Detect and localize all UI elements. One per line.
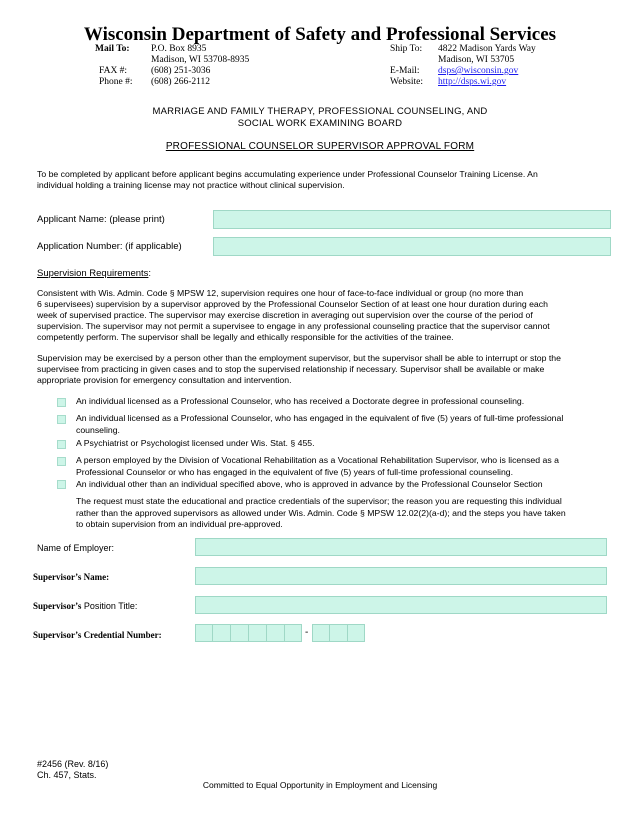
position-title-input[interactable]: [195, 596, 607, 614]
position-title-label: [33, 601, 137, 611]
credential-digit-cell[interactable]: [349, 625, 365, 642]
option-doctorate-text: [76, 396, 616, 408]
supervisor-name-input[interactable]: [195, 567, 607, 585]
phone-value: (608) 266-2112: [151, 77, 211, 87]
mail-to-line1: P.O. Box 8935: [151, 44, 207, 54]
application-number-input[interactable]: [213, 237, 611, 256]
para1-line: competently perform. The supervisor shall be legally and ethically responsible for the activities of the trainee.: [37, 332, 454, 342]
option-vocational-checkbox[interactable]: [57, 457, 66, 466]
email-label: E-Mail:: [390, 66, 420, 76]
email-link[interactable]: dsps@wisconsin.gov: [438, 66, 519, 76]
website-label: Website:: [390, 77, 424, 87]
applicant-name-input[interactable]: [213, 210, 611, 229]
credential-number-part2[interactable]: [312, 624, 365, 642]
credential-digit-cell[interactable]: [214, 625, 231, 642]
supervisor-name-label: Supervisor’s Name:: [33, 572, 110, 582]
para1-line: week of supervised practice. The supervisor may exercise discretion in averaging out supervision over the course of the period of: [37, 310, 533, 320]
para2-line: Supervision may be exercised by a person other than the employment supervisor, but the supervisor shall be able to interrupt or stop the: [37, 353, 561, 363]
credential-digit-cell[interactable]: [250, 625, 267, 642]
option-line: An individual other than an individual specified above, who is approved in advance by the Professional Counselor Section: [76, 479, 543, 489]
equal-opportunity-statement: Committed to Equal Opportunity in Employment and Licensing: [202, 780, 438, 790]
mail-to-line2: Madison, WI 53708-8935: [151, 55, 250, 65]
position-title-label-bold: Supervisor’s: [33, 601, 82, 611]
intro-line1: To be completed by applicant before applicant begins accumulating experience under Professional Counselor Training License. An: [37, 169, 538, 179]
option-five-years-text: [76, 413, 616, 436]
para1-line: supervision. The supervisor may not permit a supervisee to engage in any professional counseling practice that the supervisor cannot: [37, 321, 550, 331]
option-five-years-checkbox[interactable]: [57, 415, 66, 424]
option-line: counseling.: [76, 424, 120, 435]
para2-line: supervisee from practicing in given cases and to stop the supervised relationship if necessary. Supervisor shall be available or make: [37, 364, 545, 374]
agency-title: Wisconsin Department of Safety and Professional Services: [83, 24, 557, 45]
requirements-para2: [37, 353, 607, 386]
credential-digit-cell[interactable]: [196, 625, 213, 642]
request-note-line: The request must state the educational and practice credentials of the supervisor; the reason you are requesting this individual: [76, 496, 562, 506]
option-other-text: [76, 479, 616, 491]
option-line: A Psychiatrist or Psychologist licensed under Wis. Stat. § 455.: [76, 438, 315, 448]
option-line: A person employed by the Division of Vocational Rehabilitation as a Vocational Rehabilitation Supervisor, who is licensed as a: [76, 455, 559, 465]
option-line: Professional Counselor or who has engaged in the equivalent of five (5) years of full-time professional counseling.: [76, 466, 514, 477]
ship-to-line2: Madison, WI 53705: [438, 55, 515, 65]
credential-number-label: Supervisor’s Credential Number:: [33, 630, 162, 640]
form-number: #2456 (Rev. 8/16): [37, 759, 109, 769]
option-vocational-text: [76, 455, 616, 478]
phone-label: Phone #:: [99, 77, 133, 87]
fax-value: (608) 251-3036: [151, 66, 211, 76]
applicant-name-label: Applicant Name: (please print): [37, 214, 165, 225]
para2-line: appropriate provision for emergency consultation and intervention.: [37, 375, 292, 385]
para1-line: Consistent with Wis. Admin. Code § MPSW 12, supervision requires one hour of face-to-face individual or group (no more than: [37, 288, 524, 298]
option-doctorate-checkbox[interactable]: [57, 398, 66, 407]
ship-to-label: Ship To:: [390, 44, 423, 54]
credential-digit-cell[interactable]: [232, 625, 249, 642]
requirements-para1: [37, 288, 607, 343]
option-line: An individual licensed as a Professional Counselor, who has received a Doctorate degree in professional counseling.: [76, 396, 525, 406]
request-note: [76, 496, 616, 531]
requirements-heading-text: Supervision Requirements: [37, 268, 149, 279]
application-number-label: Application Number: (if applicable): [37, 241, 182, 252]
form-title: PROFESSIONAL COUNSELOR SUPERVISOR APPROVAL FORM: [165, 141, 475, 152]
board-name-line1: MARRIAGE AND FAMILY THERAPY, PROFESSIONAL COUNSELING, AND: [152, 106, 488, 117]
option-other-checkbox[interactable]: [57, 480, 66, 489]
option-psychiatrist-checkbox[interactable]: [57, 440, 66, 449]
board-name-line2: SOCIAL WORK EXAMINING BOARD: [237, 118, 403, 129]
para1-line: 6 supervisees) supervision by a supervisor approved by the Professional Counselor Section of at least one hour duration during each: [37, 299, 548, 309]
option-line: An individual licensed as a Professional Counselor, who has engaged in the equivalent of five (5) years of full-time professional: [76, 413, 564, 423]
employer-input[interactable]: [195, 538, 607, 556]
credential-digit-cell[interactable]: [313, 625, 330, 642]
credential-number-part1[interactable]: [195, 624, 302, 642]
website-link[interactable]: http://dsps.wi.gov: [438, 77, 507, 87]
request-note-line: to obtain supervision from an individual pre-approved.: [76, 519, 283, 529]
mail-to-label: Mail To:: [95, 44, 130, 54]
credential-digit-cell[interactable]: [286, 625, 302, 642]
credential-separator: -: [305, 627, 309, 638]
requirements-heading-colon: :: [148, 268, 152, 279]
position-title-label-rest: Position Title:: [81, 601, 138, 611]
fax-label: FAX #:: [99, 66, 128, 76]
employer-label: Name of Employer:: [37, 543, 115, 553]
credential-digit-cell[interactable]: [268, 625, 285, 642]
credential-digit-cell[interactable]: [331, 625, 348, 642]
intro-line2: individual holding a training license may not practice without clinical supervision.: [37, 180, 345, 190]
statute-reference: Ch. 457, Stats.: [37, 770, 97, 780]
requirements-heading: [37, 268, 151, 279]
request-note-line: rather than the approved supervisors as allowed under Wis. Admin. Code § MPSW 12.02(2)(a-d); and the steps you have taken: [76, 507, 566, 518]
ship-to-line1: 4822 Madison Yards Way: [438, 44, 536, 54]
option-psychiatrist-text: [76, 438, 616, 450]
